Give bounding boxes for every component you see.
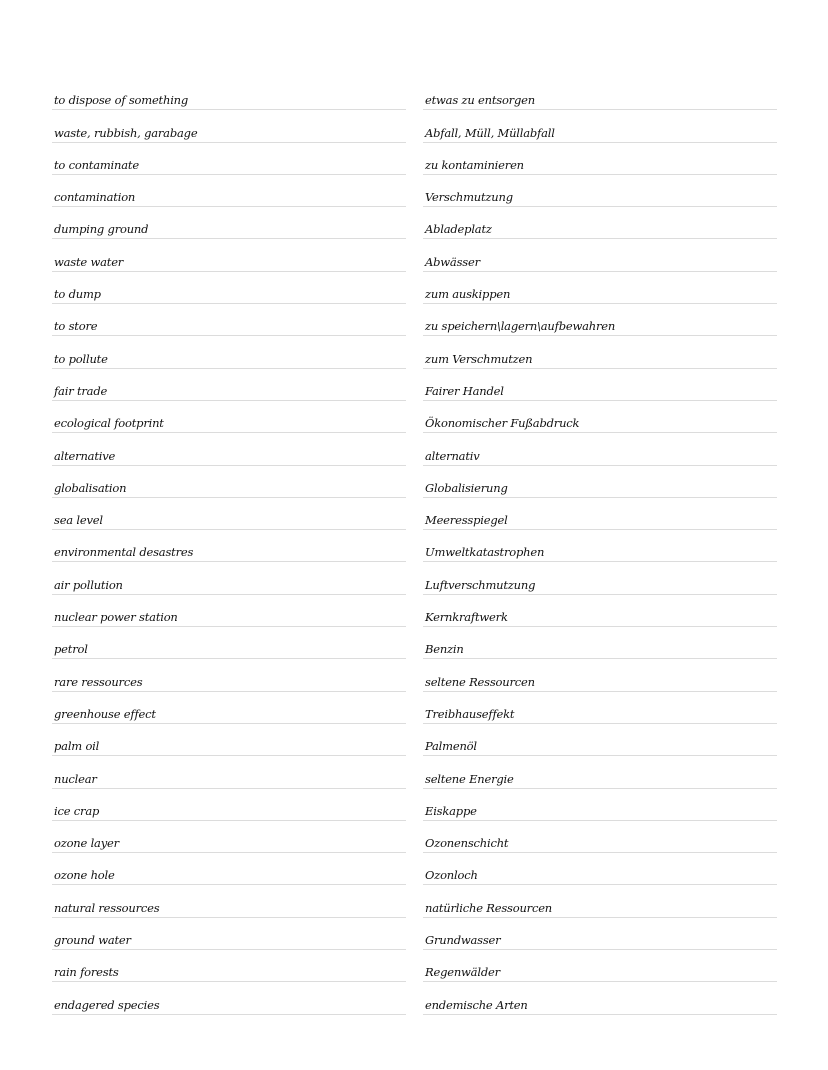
german-row-10 bbox=[423, 369, 777, 401]
english-row-3 bbox=[52, 143, 406, 175]
english-term: fair trade bbox=[54, 383, 108, 398]
english-row-24 bbox=[52, 821, 406, 853]
english-term: petrol bbox=[54, 642, 88, 657]
german-row-7 bbox=[423, 272, 777, 304]
german-row-2 bbox=[423, 110, 777, 142]
english-term: ice crap bbox=[54, 803, 100, 818]
english-term: ground water bbox=[54, 933, 131, 948]
german-term: endemische Arten bbox=[425, 997, 528, 1012]
english-term: to contaminate bbox=[54, 157, 139, 172]
german-column bbox=[423, 78, 777, 1015]
german-term: Kernkraftwerk bbox=[425, 610, 508, 625]
german-row-27 bbox=[423, 918, 777, 950]
german-row-21 bbox=[423, 724, 777, 756]
english-row-23 bbox=[52, 789, 406, 821]
english-row-12 bbox=[52, 433, 406, 465]
english-row-29 bbox=[52, 982, 406, 1014]
german-term: Umweltkatastrophen bbox=[425, 545, 545, 560]
german-row-26 bbox=[423, 885, 777, 917]
german-row-28 bbox=[423, 950, 777, 982]
german-term: etwas zu entsorgen bbox=[425, 93, 535, 108]
english-row-25 bbox=[52, 853, 406, 885]
english-term: alternative bbox=[54, 448, 116, 463]
german-term: Ozonloch bbox=[425, 868, 478, 883]
english-term: palm oil bbox=[54, 739, 100, 754]
english-row-9 bbox=[52, 336, 406, 368]
german-row-24 bbox=[423, 821, 777, 853]
german-row-14 bbox=[423, 498, 777, 530]
german-row-20 bbox=[423, 692, 777, 724]
german-term: zum auskippen bbox=[425, 287, 511, 302]
german-term: zum Verschmutzen bbox=[425, 351, 533, 366]
german-term: Fairer Handel bbox=[425, 383, 504, 398]
english-row-8 bbox=[52, 304, 406, 336]
english-term: greenhouse effect bbox=[54, 706, 156, 721]
german-row-11 bbox=[423, 401, 777, 433]
german-row-6 bbox=[423, 239, 777, 271]
german-row-18 bbox=[423, 627, 777, 659]
german-row-13 bbox=[423, 466, 777, 498]
english-term: nuclear bbox=[54, 771, 97, 786]
english-row-27 bbox=[52, 918, 406, 950]
german-row-3 bbox=[423, 143, 777, 175]
german-row-25 bbox=[423, 853, 777, 885]
german-term: zu speichern\lagern\aufbewahren bbox=[425, 319, 616, 334]
german-row-8 bbox=[423, 304, 777, 336]
german-term: Abwässer bbox=[425, 254, 480, 269]
english-term: ozone layer bbox=[54, 836, 119, 851]
english-term: sea level bbox=[54, 513, 103, 528]
english-row-5 bbox=[52, 207, 406, 239]
german-term: Meeresspiegel bbox=[425, 513, 508, 528]
german-row-15 bbox=[423, 530, 777, 562]
english-column bbox=[52, 78, 406, 1015]
english-row-18 bbox=[52, 627, 406, 659]
german-term: Grundwasser bbox=[425, 933, 501, 948]
english-term: environmental desastres bbox=[54, 545, 194, 560]
german-term: zu kontaminieren bbox=[425, 157, 524, 172]
german-row-9 bbox=[423, 336, 777, 368]
english-row-1 bbox=[52, 78, 406, 110]
german-row-29 bbox=[423, 982, 777, 1014]
german-row-22 bbox=[423, 756, 777, 788]
english-term: dumping ground bbox=[54, 222, 149, 237]
english-row-28 bbox=[52, 950, 406, 982]
english-term: rare ressources bbox=[54, 674, 143, 689]
german-term: alternativ bbox=[425, 448, 480, 463]
english-row-21 bbox=[52, 724, 406, 756]
german-row-17 bbox=[423, 595, 777, 627]
german-row-12 bbox=[423, 433, 777, 465]
english-row-14 bbox=[52, 498, 406, 530]
german-row-1 bbox=[423, 78, 777, 110]
english-term: to store bbox=[54, 319, 98, 334]
english-term: waste water bbox=[54, 254, 124, 269]
english-row-7 bbox=[52, 272, 406, 304]
english-term: to pollute bbox=[54, 351, 108, 366]
english-row-10 bbox=[52, 369, 406, 401]
german-term: Regenwälder bbox=[425, 965, 500, 980]
german-term: Luftverschmutzung bbox=[425, 577, 536, 592]
english-term: to dispose of something bbox=[54, 93, 189, 108]
german-term: seltene Energie bbox=[425, 771, 514, 786]
german-term: Palmenöl bbox=[425, 739, 477, 754]
english-term: to dump bbox=[54, 287, 101, 302]
english-term: contamination bbox=[54, 190, 136, 205]
english-term: natural ressources bbox=[54, 900, 160, 915]
english-row-22 bbox=[52, 756, 406, 788]
english-row-11 bbox=[52, 401, 406, 433]
german-term: Ozonenschicht bbox=[425, 836, 509, 851]
english-term: air pollution bbox=[54, 577, 123, 592]
german-term: Eiskappe bbox=[425, 803, 477, 818]
english-row-2 bbox=[52, 110, 406, 142]
german-row-23 bbox=[423, 789, 777, 821]
german-row-16 bbox=[423, 562, 777, 594]
english-row-19 bbox=[52, 659, 406, 691]
german-term: Abfall, Müll, Müllabfall bbox=[425, 125, 555, 140]
english-row-16 bbox=[52, 562, 406, 594]
german-term: natürliche Ressourcen bbox=[425, 900, 553, 915]
english-row-6 bbox=[52, 239, 406, 271]
english-term: endagered species bbox=[54, 997, 160, 1012]
english-row-20 bbox=[52, 692, 406, 724]
german-row-19 bbox=[423, 659, 777, 691]
english-row-13 bbox=[52, 466, 406, 498]
english-term: rain forests bbox=[54, 965, 119, 980]
german-row-4 bbox=[423, 175, 777, 207]
german-term: Benzin bbox=[425, 642, 464, 657]
german-term: Verschmutzung bbox=[425, 190, 513, 205]
german-term: seltene Ressourcen bbox=[425, 674, 535, 689]
german-term: Treibhauseffekt bbox=[425, 706, 515, 721]
english-row-17 bbox=[52, 595, 406, 627]
german-term: Abladeplatz bbox=[425, 222, 492, 237]
german-term: Globalisierung bbox=[425, 480, 508, 495]
english-row-26 bbox=[52, 885, 406, 917]
english-term: waste, rubbish, garabage bbox=[54, 125, 198, 140]
english-term: ozone hole bbox=[54, 868, 115, 883]
english-row-15 bbox=[52, 530, 406, 562]
english-term: nuclear power station bbox=[54, 610, 178, 625]
german-term: Ökonomischer Fußabdruck bbox=[425, 416, 580, 431]
english-term: globalisation bbox=[54, 480, 127, 495]
english-row-4 bbox=[52, 175, 406, 207]
german-row-5 bbox=[423, 207, 777, 239]
english-term: ecological footprint bbox=[54, 416, 164, 431]
